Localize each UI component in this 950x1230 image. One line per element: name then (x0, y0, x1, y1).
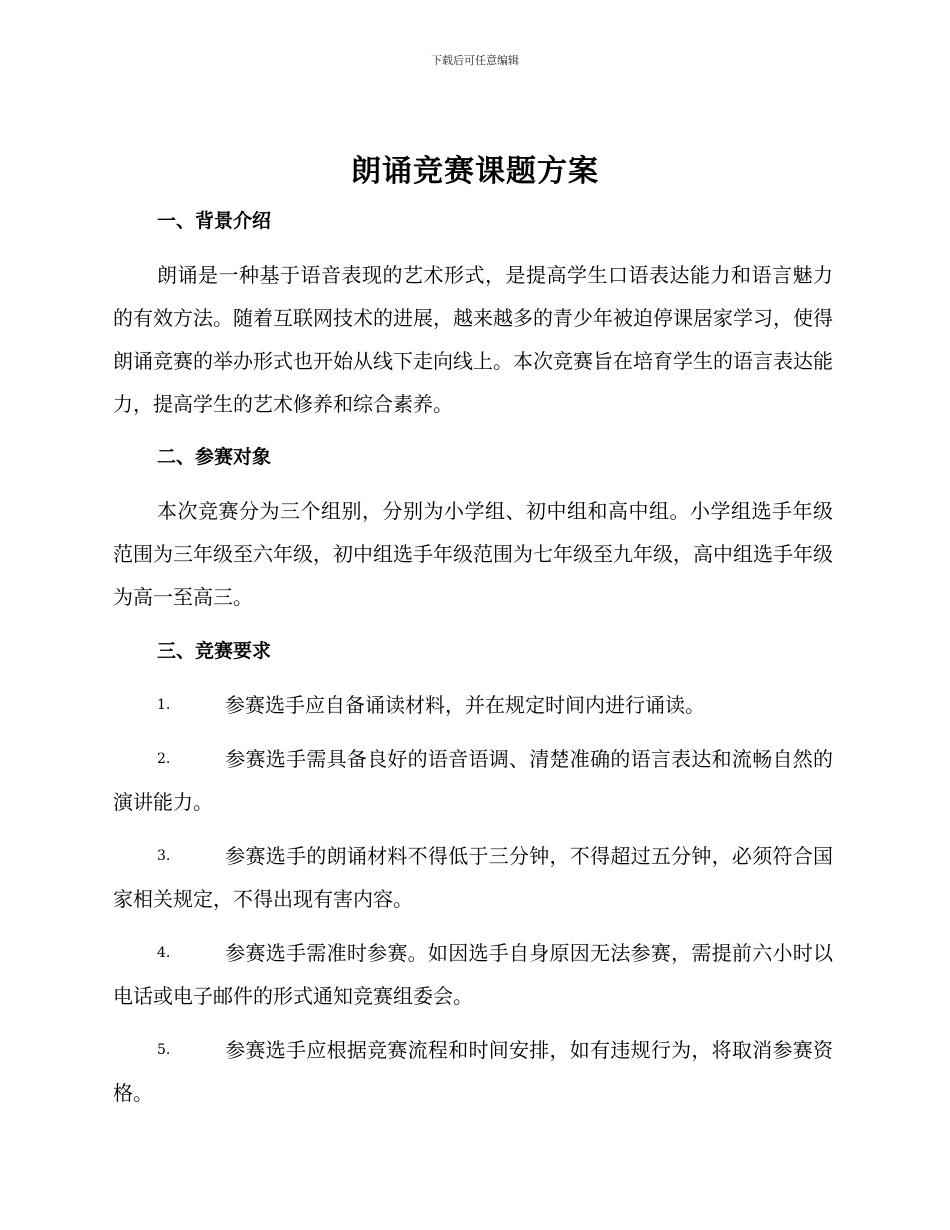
list-item-number: 4. (157, 945, 171, 961)
section-heading-participants: 二、参赛对象 (157, 446, 272, 468)
section-heading-background: 一、背景介绍 (157, 210, 272, 232)
list-item-text: 参赛选手需具备良好的语音语调、清楚准确的语言表达和流畅自然的演讲能力。 (113, 747, 833, 814)
section-paragraph-background: 朗诵是一种基于语音表现的艺术形式，是提高学生口语表达能力和语言魅力的有效方法。随着互联网技术的进展，越来越多的青少年被迫停课居家学习，使得朗诵竞赛的举办形式也开始从线下走向线上。本次竞赛旨在培育学生的语言表达能力，提高学生的艺术修养和综合素养。 (113, 263, 833, 416)
list-item-text: 参赛选手的朗诵材料不得低于三分钟，不得超过五分钟，必须符合国家相关规定，不得出现有害内容。 (113, 844, 833, 911)
list-item-number: 2. (157, 751, 171, 767)
list-item (113, 835, 833, 921)
list-item (113, 738, 833, 824)
list-item-number: 1. (157, 697, 171, 713)
list-item-number: 5. (157, 1042, 171, 1058)
list-item (113, 684, 833, 727)
section-heading-requirements: 三、竞赛要求 (157, 640, 272, 662)
page-header: 下载后可任意编辑 (431, 54, 519, 67)
list-item-text: 参赛选手应根据竞赛流程和时间安排，如有违规行为，将取消参赛资格。 (113, 1038, 833, 1105)
list-item (113, 1029, 833, 1115)
list-item-number: 3. (157, 848, 171, 864)
list-item-text: 参赛选手需准时参赛。如因选手自身原因无法参赛，需提前六小时以电话或电子邮件的形式通知竞赛组委会。 (113, 941, 833, 1008)
list-item-text: 参赛选手应自备诵读材料，并在规定时间内进行诵读。 (225, 693, 705, 717)
document-title: 朗诵竞赛课题方案 (351, 154, 599, 189)
list-item (113, 932, 833, 1018)
section-paragraph-participants: 本次竞赛分为三个组别，分别为小学组、初中组和高中组。小学组选手年级范围为三年级至六年级，初中组选手年级范围为七年级至九年级，高中组选手年级为高一至高三。 (113, 499, 833, 609)
